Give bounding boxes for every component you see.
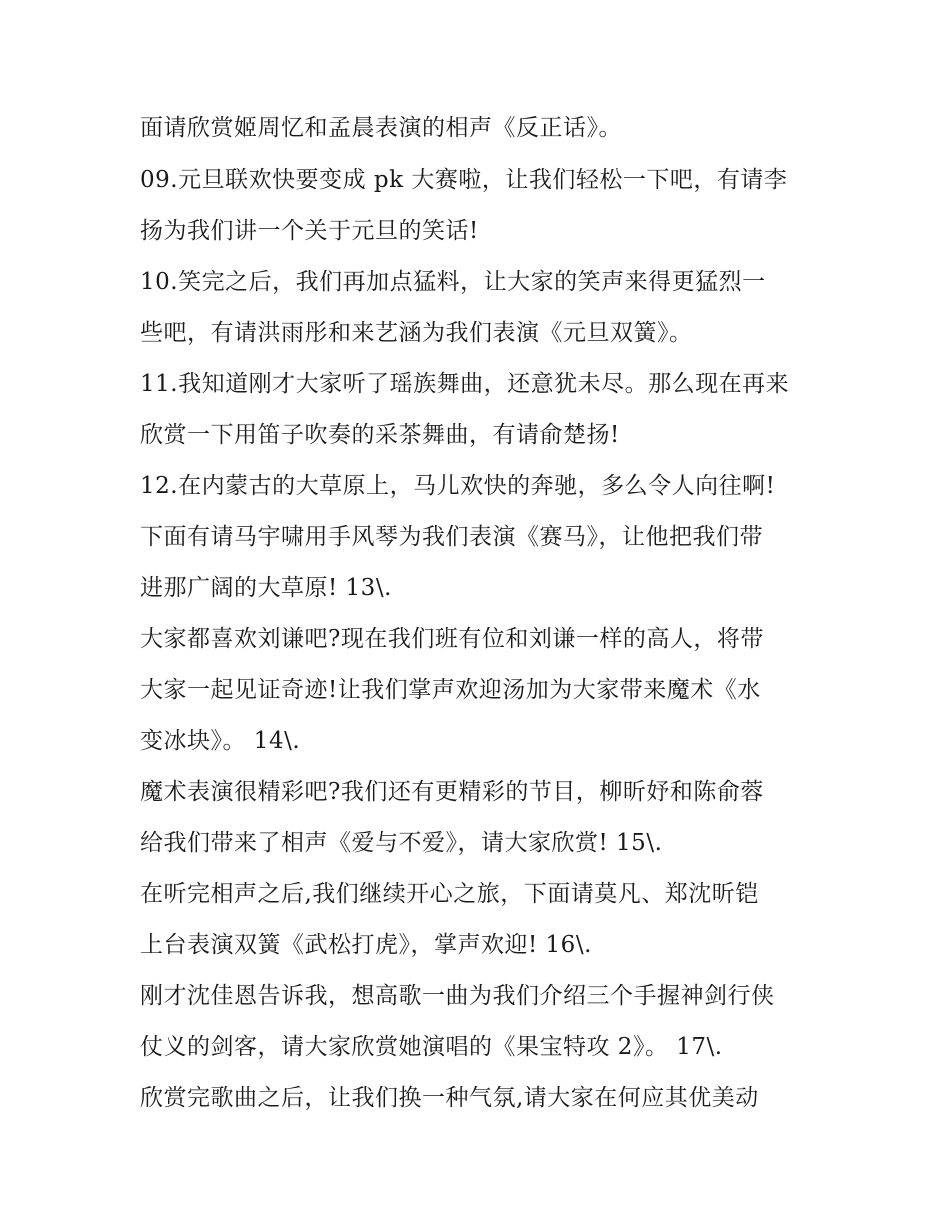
text-line: 欣赏一下用笛子吹奏的采茶舞曲，有请俞楚扬! bbox=[140, 422, 620, 448]
text-line: 进那广阔的大草原! 13\. bbox=[140, 575, 392, 601]
text-line: 仗义的剑客，请大家欣赏她演唱的《果宝特攻 2》。 17\. bbox=[140, 1034, 723, 1060]
text-line: 大家都喜欢刘谦吧?现在我们班有位和刘谦一样的高人，将带 bbox=[140, 626, 764, 652]
text-line: 扬为我们讲一个关于元旦的笑话! bbox=[140, 218, 479, 244]
text-line: 11.我知道刚才大家听了瑶族舞曲，还意犹未尽。那么现在再来 bbox=[140, 371, 790, 397]
text-line: 面请欣赏姬周忆和孟晨表演的相声《反正话》。 bbox=[140, 115, 622, 141]
text-line: 魔术表演很精彩吧?我们还有更精彩的节目，柳昕妤和陈俞蓉 bbox=[140, 779, 764, 805]
text-line: 些吧，有请洪雨彤和来艺涵为我们表演《元旦双簧》。 bbox=[140, 320, 693, 346]
text-line: 大家一起见证奇迹!让我们掌声欢迎汤加为大家带来魔术《水 bbox=[140, 677, 761, 703]
text-line: 10.笑完之后，我们再加点猛料，让大家的笑声来得更猛烈一 bbox=[140, 269, 766, 295]
text-line: 下面有请马宇啸用手风琴为我们表演《赛马》，让他把我们带 bbox=[140, 524, 763, 550]
text-line: 刚才沈佳恩告诉我，想高歌一曲为我们介绍三个手握神剑行侠 bbox=[140, 983, 775, 1009]
text-line: 09.元旦联欢快要变成 pk 大赛啦，让我们轻松一下吧，有请李 bbox=[140, 167, 788, 193]
text-line: 欣赏完歌曲之后，让我们换一种气氛,请大家在何应其优美动 bbox=[140, 1085, 759, 1111]
text-line: 给我们带来了相声《爱与不爱》，请大家欣赏! 15\. bbox=[140, 830, 663, 856]
text-line: 上台表演双簧《武松打虎》，掌声欢迎! 16\. bbox=[140, 932, 592, 958]
text-line: 12.在内蒙古的大草原上，马儿欢快的奔驰，多么令人向往啊! bbox=[140, 473, 776, 499]
text-line: 变冰块》。 14\. bbox=[140, 728, 301, 754]
text-line: 在听完相声之后,我们继续开心之旅，下面请莫凡、郑沈昕铠 bbox=[140, 881, 759, 907]
